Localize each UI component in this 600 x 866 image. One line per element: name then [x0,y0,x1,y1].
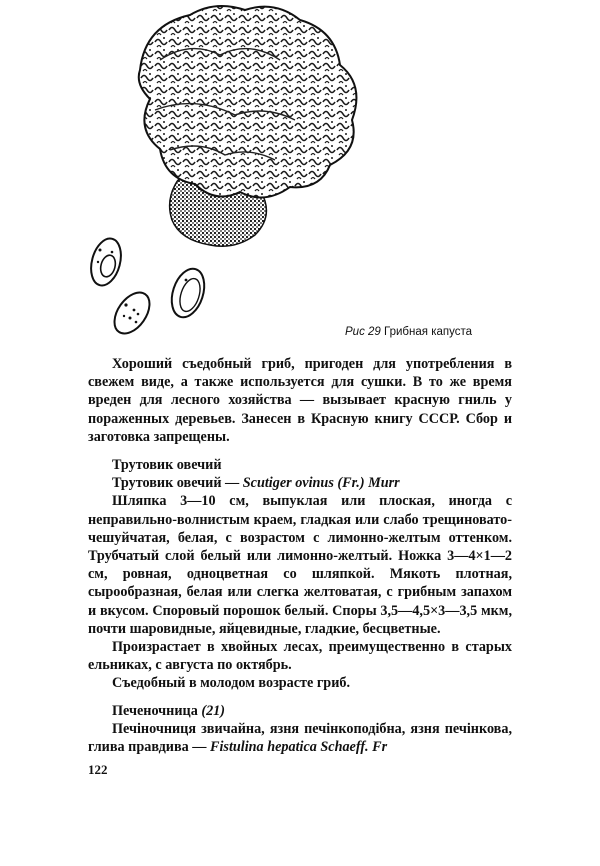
species-1-title: Трутовик овечий [112,457,222,473]
species-1-edibility: Съедобный в молодом возрасте гриб. [112,675,351,692]
spore-3 [166,265,210,322]
page-number: 122 [88,762,108,777]
mushroom-illustration [70,0,530,340]
species-2-plate-ref: (21) [201,703,225,719]
spore-1 [86,235,125,289]
species-2-names-local: Печіночниця звичайна, язня печінкоподібна, язня печінкова, глива правдива — [88,721,512,756]
spore-2 [107,286,156,340]
species-2-names [88,720,512,756]
species-2-heading [88,702,512,720]
cauliflower-fungus-drawing [70,0,530,340]
species-1-habitat: Произрастает в хвойных лесах, преимущественно в старых ельниках, с августа по октябрь. [88,639,512,674]
intro-paragraph: Хороший съедобный гриб, пригоден для употребления в свежем виде, а также используется для сушки. В то же время вреден для лесного хозяйства — вызывает красную гниль у пораженных деревьев. Занесен в Красную книгу СССР. Сбор и заготовка запрещены. [88,356,512,445]
figure-caption [345,326,515,338]
figure-label: Рис [345,326,365,338]
species-2-name-latin: Fistulina hepatica Schaeff. Fr [210,739,388,756]
figure-caption-text: Грибная капуста [384,326,472,338]
species-1-section [88,456,512,693]
intro-section [88,355,512,446]
species-1-names [88,474,512,492]
species-1-name-ru: Трутовик овечий — [112,475,240,492]
species-1-name-latin: Scutiger ovinus (Fr.) Murr [242,475,400,492]
species-1-description: Шляпка 3—10 см, выпуклая или плоская, иногда с неправильно-волнистым краем, гладкая или слабо трещиновато-чешуйчатая, белая, с возрастом с лимонно-желтым оттенком. Трубчатый слой белый или лимонно-желтый. Ножка 3—4×1—2 см, ровная, одноцветная со шляпкой. Мякоть плотная, сырообразная, белая или слегка желтоватая, с грибным запахом и вкусом. Споровый порошок белый. Споры 3,5—4,5×3—3,5 мкм, почти шаровидные, яйцевидные, гладкие, бесцветные. [88,493,512,637]
species-2-section [88,702,512,757]
species-2-title: Печеночница [112,703,198,719]
figure-number: 29 [368,326,381,338]
